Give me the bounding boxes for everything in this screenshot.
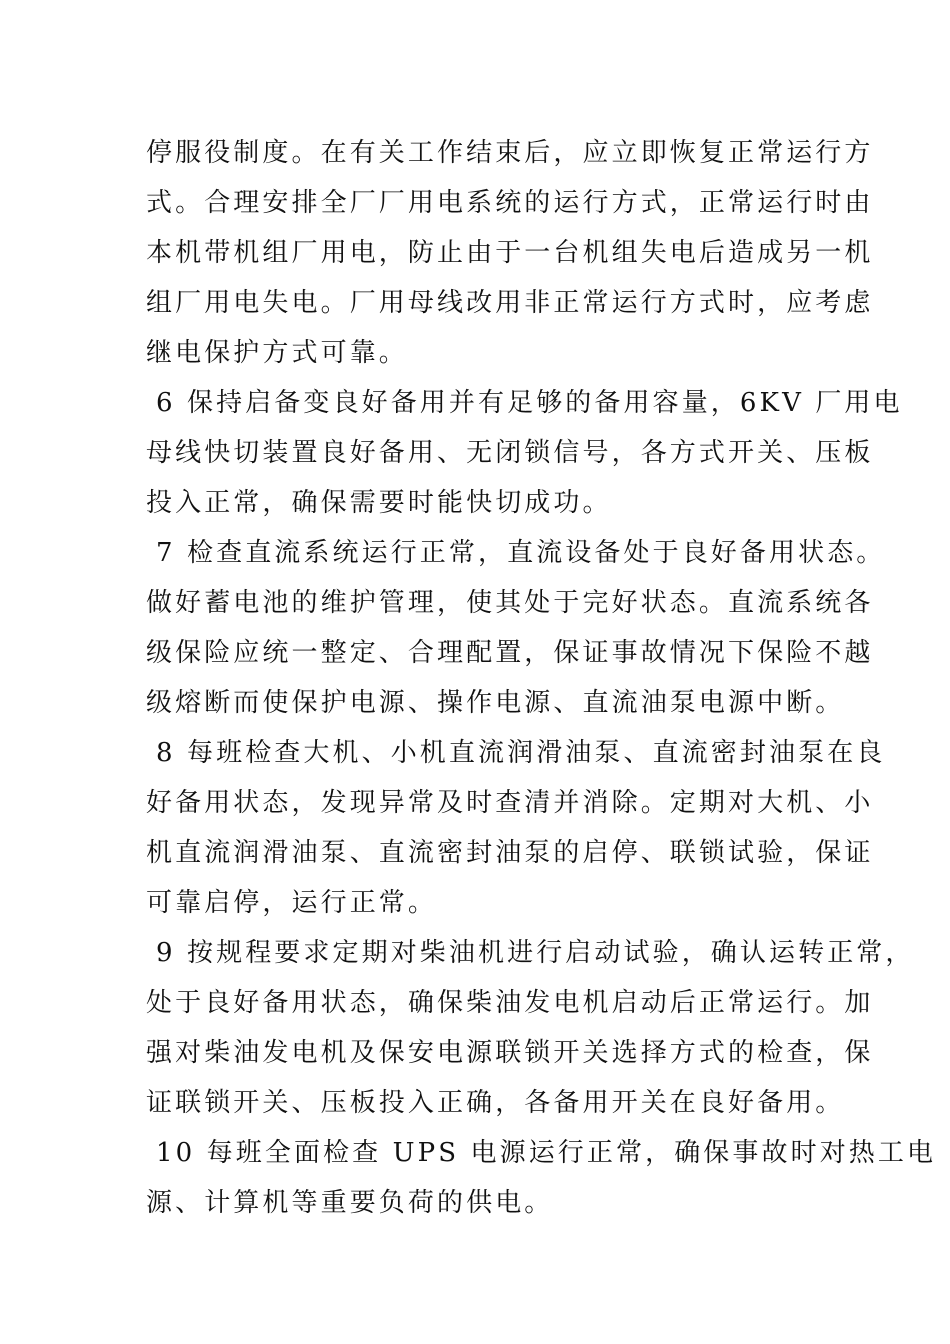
text-line: 8 每班检查大机、小机直流润滑油泵、直流密封油泵在良 (156, 738, 886, 768)
text-line: 级熔断而使保护电源、操作电源、直流油泵电源中断。 (146, 688, 845, 718)
text-line: 继电保护方式可靠。 (146, 338, 408, 368)
text-line: 级保险应统一整定、合理配置，保证事故情况下保险不越 (146, 638, 874, 668)
text-line: 证联锁开关、压板投入正确，各备用开关在良好备用。 (146, 1088, 845, 1118)
text-line: 可靠启停，运行正常。 (146, 888, 438, 918)
text-line: 停服役制度。在有关工作结束后，应立即恢复正常运行方 (146, 138, 874, 168)
text-line: 6 保持启备变良好备用并有足够的备用容量，6KV 厂用电 (156, 388, 903, 418)
text-line: 7 检查直流系统运行正常，直流设备处于良好备用状态。 (156, 538, 886, 568)
text-line: 机直流润滑油泵、直流密封油泵的启停、联锁试验，保证 (146, 838, 874, 868)
text-line: 组厂用电失电。厂用母线改用非正常运行方式时，应考虑 (146, 288, 874, 318)
text-line: 源、计算机等重要负荷的供电。 (146, 1188, 554, 1218)
text-line: 投入正常，确保需要时能快切成功。 (146, 488, 612, 518)
text-line: 母线快切装置良好备用、无闭锁信号，各方式开关、压板 (146, 438, 874, 468)
text-line: 式。合理安排全厂厂用电系统的运行方式，正常运行时由 (146, 188, 874, 218)
text-line: 9 按规程要求定期对柴油机进行启动试验，确认运转正常， (156, 938, 915, 968)
text-line: 处于良好备用状态，确保柴油发电机启动后正常运行。加 (146, 988, 874, 1018)
text-line: 做好蓄电池的维护管理，使其处于完好状态。直流系统各 (146, 588, 874, 618)
text-line: 本机带机组厂用电，防止由于一台机组失电后造成另一机 (146, 238, 874, 268)
document-body (146, 128, 937, 1228)
text-line: 强对柴油发电机及保安电源联锁开关选择方式的检查，保 (146, 1038, 874, 1068)
text-line: 好备用状态，发现异常及时查清并消除。定期对大机、小 (146, 788, 874, 818)
text-line: 10 每班全面检查 UPS 电源运行正常，确保事故时对热工电 (156, 1138, 937, 1168)
